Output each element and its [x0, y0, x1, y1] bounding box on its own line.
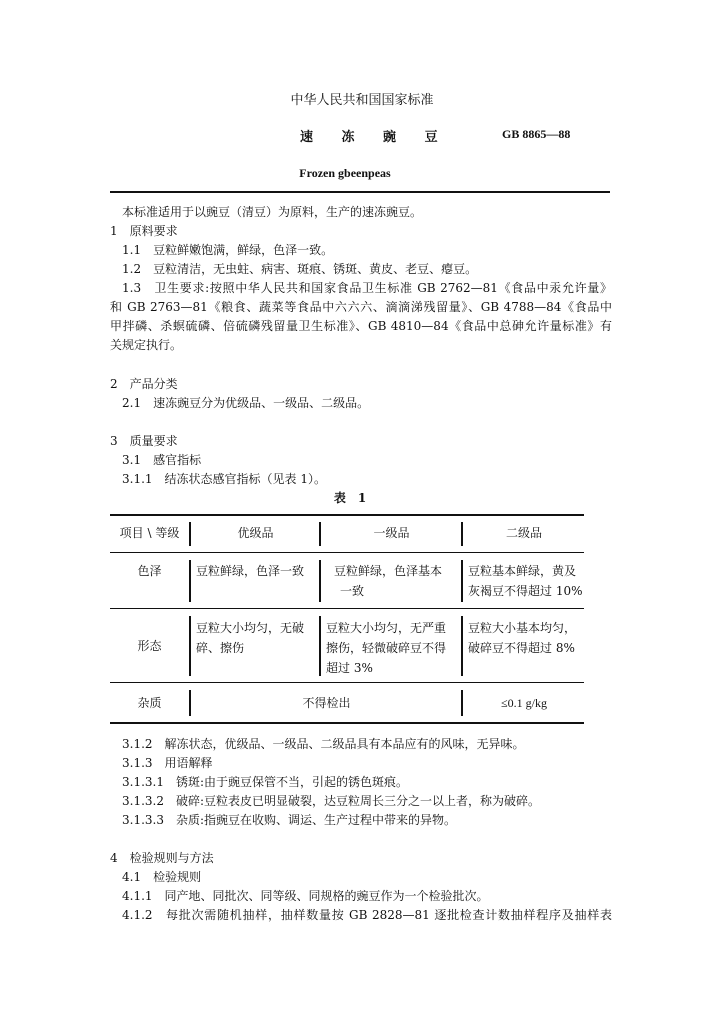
paragraph-intro: 本标准适用于以豌豆（清豆）为原料，生产的速冻豌豆。: [122, 205, 423, 219]
header-first-grade: 一级品: [373, 526, 410, 540]
clause-2-1: 2.1 速冻豌豆分为优级品、一级品、二级品。: [122, 396, 370, 410]
header-second-grade: 二级品: [505, 526, 542, 540]
table-caption: 表 1: [333, 491, 367, 505]
cell-color-first-line1: 豆粒鲜绿，色泽基本: [334, 564, 443, 578]
clause-1-1: 1.1 豆粒鲜嫩饱满，鲜绿，色泽一致。: [122, 243, 334, 257]
cell-color-second-line2: 灰褐豆不得超过 10%: [468, 584, 583, 598]
table-col-divider: [189, 690, 191, 716]
row-label-color: 色泽: [137, 564, 162, 578]
clause-4-1: 4.1 检验规则: [122, 870, 202, 884]
table-col-divider: [189, 616, 191, 676]
cell-color-first-line2: 一致: [340, 584, 365, 598]
standard-org-heading: 中华人民共和国国家标准: [290, 93, 434, 108]
table-col-divider: [189, 522, 191, 546]
table-col-divider: [319, 616, 321, 676]
table-row-divider: [110, 682, 584, 683]
cell-shape-premium-line2: 碎、擦伤: [196, 641, 245, 655]
clause-1-3-line2: 和 GB 2763—81《粮食、蔬菜等食品中六六六、滴滴涕残留量》、GB 4788—84《食品中: [110, 300, 612, 314]
clause-3-1-3-2: 3.1.3.2 破碎:豆粒表皮已明显破裂，达豆粒周长三分之一以上者，称为破碎。: [122, 794, 541, 808]
table-row-divider: [110, 552, 584, 553]
clause-3-1-3-3: 3.1.3.3 杂质:指豌豆在收购、调运、生产过程中带来的异物。: [122, 813, 457, 827]
table-row-divider: [110, 608, 584, 609]
cell-shape-first-line1: 豆粒大小均匀，无严重: [326, 621, 447, 635]
header-premium-grade: 优级品: [237, 526, 274, 540]
table-col-divider: [461, 522, 463, 546]
table-top-border: [110, 514, 584, 516]
header-item-grade: 项目 \ 等级: [119, 526, 180, 540]
table-col-divider: [189, 560, 191, 602]
clause-3-1-3: 3.1.3 用语解释: [122, 756, 213, 770]
clause-1-3-line1: 1.3 卫生要求:按照中华人民共和国家食品卫生标准 GB 2762—81《食品中汞允许量》: [122, 281, 612, 295]
cell-shape-second-line1: 豆粒大小基本均匀，: [468, 621, 577, 635]
clause-4-1-1: 4.1.1 同产地、同批次、同等级、同规格的豌豆作为一个检验批次。: [122, 889, 489, 903]
section-heading-4: 4 检验规则与方法: [110, 851, 214, 865]
clause-4-1-2: 4.1.2 每批次需随机抽样，抽样数量按 GB 2828—81 逐批检查计数抽样程序及抽样表: [122, 908, 612, 922]
row-label-shape: 形态: [137, 639, 162, 653]
title-divider: [110, 191, 610, 193]
table-col-divider: [461, 560, 463, 602]
clause-1-3-line3: 甲拌磷、杀螟硫磷、倍硫磷残留量卫生标准》、GB 4810—84《食品中总砷允许量标准》有: [110, 319, 612, 333]
clause-3-1-3-1: 3.1.3.1 锈斑:由于豌豆保管不当，引起的锈色斑痕。: [122, 775, 409, 789]
clause-1-3-line4: 关规定执行。: [110, 338, 183, 352]
document-title: 速 冻 豌 豆: [300, 130, 450, 145]
cell-shape-first-line2: 擦伤，轻微破碎豆不得: [326, 641, 447, 655]
english-title: Frozen gbeenpeas: [299, 166, 391, 180]
cell-shape-second-line2: 破碎豆不得超过 8%: [468, 641, 575, 655]
cell-color-premium: 豆粒鲜绿，色泽一致: [196, 564, 305, 578]
clause-3-1: 3.1 感官指标: [122, 453, 202, 467]
table-col-divider: [461, 690, 463, 716]
table-col-divider: [319, 560, 321, 602]
cell-color-second-line1: 豆粒基本鲜绿，黄及: [468, 564, 577, 578]
cell-impurity-second: ≤0.1 g/kg: [501, 696, 547, 710]
clause-3-1-1: 3.1.1 结冻状态感官指标（见表 1）。: [122, 472, 326, 486]
clause-3-1-2: 3.1.2 解冻状态，优级品、一级品、二级品具有本品应有的风味，无异味。: [122, 737, 525, 751]
table-col-divider: [319, 522, 321, 546]
cell-shape-premium-line1: 豆粒大小均匀，无破: [196, 621, 305, 635]
section-heading-1: 1 原料要求: [110, 224, 178, 238]
section-heading-3: 3 质量要求: [110, 434, 178, 448]
cell-impurity-merged: 不得检出: [302, 696, 351, 710]
clause-1-2: 1.2 豆粒清洁，无虫蛀、病害、斑痕、锈斑、黄皮、老豆、瘪豆。: [122, 262, 478, 276]
row-label-impurity: 杂质: [137, 696, 162, 710]
cell-shape-first-line3: 超过 3%: [326, 661, 373, 675]
section-heading-2: 2 产品分类: [110, 377, 178, 391]
table-col-divider: [461, 616, 463, 676]
table-bottom-border: [110, 722, 584, 724]
standard-code: GB 8865—88: [502, 127, 571, 141]
